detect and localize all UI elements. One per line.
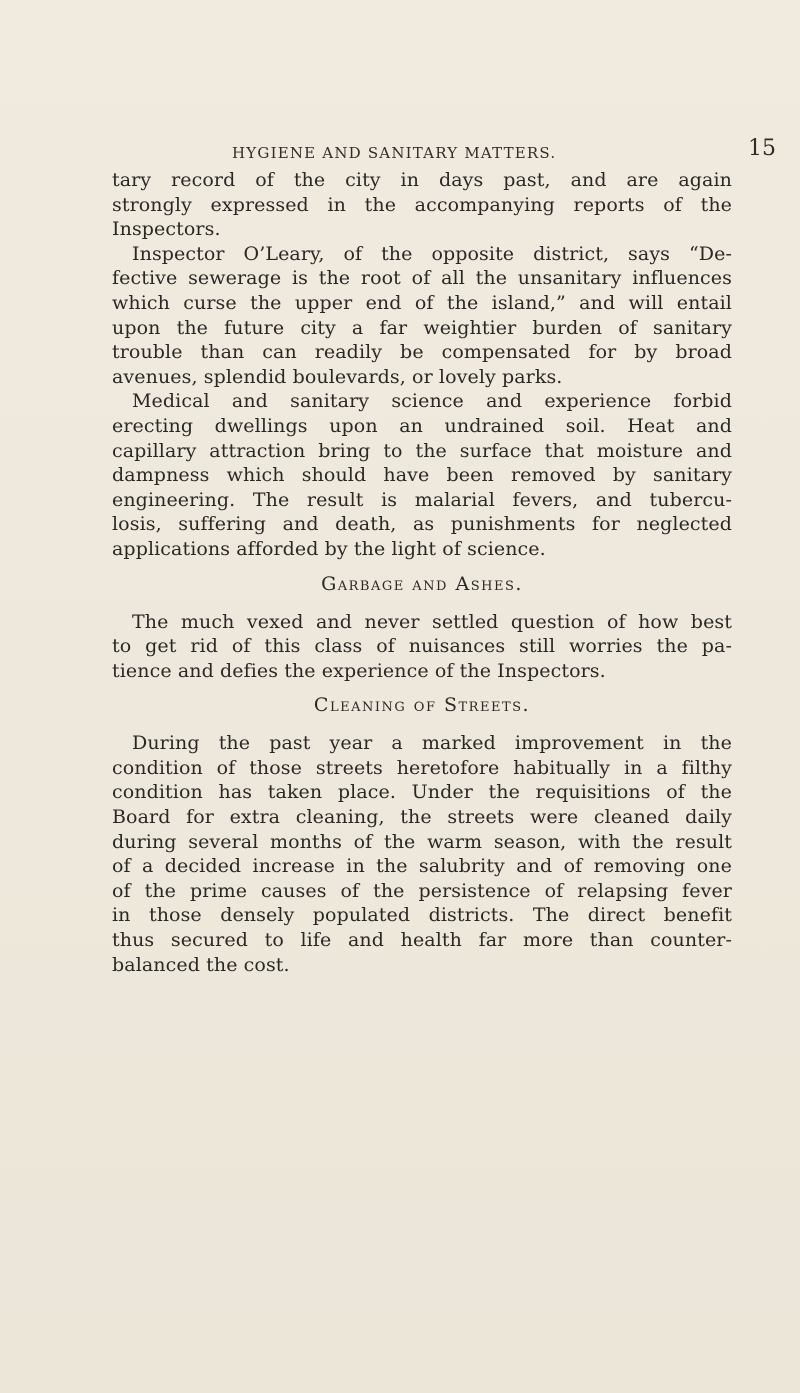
text-line: Board for extra cleaning, the streets were cleaned daily	[112, 806, 732, 829]
running-head: HYGIENE AND SANITARY MATTERS.	[232, 144, 557, 162]
text-line: losis, suffering and death, as punishments for neglected	[112, 513, 732, 536]
text-line: fective sewerage is the root of all the unsanitary influences	[112, 267, 732, 290]
body-text	[112, 168, 732, 977]
text-line: applications afforded by the light of science.	[112, 537, 546, 560]
text-line: Inspectors.	[112, 218, 221, 241]
text-line: avenues, splendid boulevards, or lovely parks.	[112, 365, 563, 388]
text-line: tience and defies the experience of the Inspectors.	[112, 659, 606, 682]
text-line: strongly expressed in the accompanying reports of the	[112, 193, 732, 216]
text-line: of the prime causes of the persistence of relapsing fever	[112, 879, 732, 902]
page-number: 15	[748, 136, 776, 161]
text-line: The much vexed and never settled question of how best	[132, 610, 732, 633]
text-line: capillary attraction bring to the surface that moisture and	[112, 439, 732, 462]
text-line: upon the future city a far weightier burden of sanitary	[112, 316, 732, 339]
text-line: which curse the upper end of the island,” and will entail	[112, 291, 732, 314]
text-line: tary record of the city in days past, and are again	[112, 169, 732, 191]
text-line: condition of those streets heretofore habitually in a filthy	[112, 756, 732, 779]
text-line: condition has taken place. Under the requisitions of the	[112, 781, 732, 804]
section-heading-cleaning: Cleaning of Streets.	[313, 694, 531, 717]
text-line: of a decided increase in the salubrity and of removing one	[112, 855, 732, 878]
text-line: During the past year a marked improvement in the	[132, 732, 732, 755]
text-line: Medical and sanitary science and experience forbid	[132, 390, 732, 413]
text-line: engineering. The result is malarial fevers, and tubercu-	[112, 488, 732, 511]
text-line: to get rid of this class of nuisances still worries the pa-	[112, 635, 732, 658]
text-line: Inspector O’Leary, of the opposite district, says “De-	[132, 242, 732, 265]
text-line: balanced the cost.	[112, 953, 290, 976]
text-line: thus secured to life and health far more than counter-	[112, 929, 732, 952]
text-line: in those densely populated districts. The direct benefit	[112, 904, 732, 927]
text-line: during several months of the warm season, with the result	[112, 830, 732, 853]
text-line: dampness which should have been removed by sanitary	[112, 464, 732, 487]
text-line: erecting dwellings upon an undrained soil. Heat and	[112, 414, 732, 437]
text-line: trouble than can readily be compensated for by broad	[112, 341, 732, 364]
section-heading-garbage: Garbage and Ashes.	[321, 572, 523, 595]
